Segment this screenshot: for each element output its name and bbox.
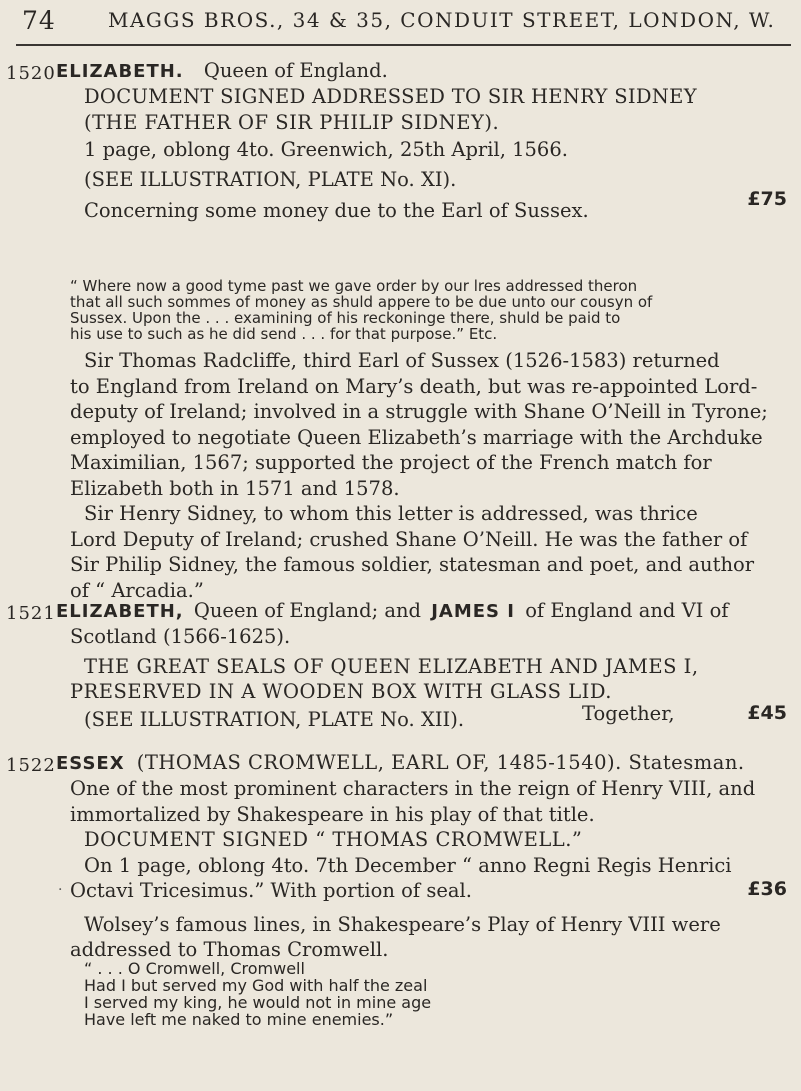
lot-number: 1520 — [6, 63, 56, 84]
description-line: DOCUMENT SIGNED “ THOMAS CROMWELL.” — [84, 828, 583, 851]
shakespeare-quote — [84, 960, 801, 1028]
note-line: Sir Philip Sidney, the famous soldier, statesman and poet, and author — [70, 553, 755, 576]
page-number: 74 — [22, 6, 56, 35]
quote-line: Had I but served my God with half the zeal — [84, 976, 428, 995]
entry-description — [84, 84, 801, 224]
description-line: addressed to Thomas Cromwell. — [70, 938, 389, 961]
price: £75 — [747, 188, 787, 210]
entry-body — [56, 58, 776, 85]
heading-rest: Queen of England. — [203, 59, 388, 82]
note-line: Sir Thomas Radcliffe, third Earl of Sussex (1526-1583) returned — [84, 349, 720, 372]
description-line: Scotland (1566-1625). — [70, 625, 291, 648]
description-line: PRESERVED IN A WOODEN BOX WITH GLASS LID. — [70, 680, 613, 703]
note-line: Maximilian, 1567; supported the project of the French match for — [70, 451, 712, 474]
note-line: Lord Deputy of Ireland; crushed Shane O’Neill. He was the father of — [70, 527, 748, 551]
description-line: (SEE ILLUSTRATION, PLATE No. XI). — [84, 167, 457, 191]
entry-body — [56, 598, 776, 625]
lot-number: 1522 — [6, 755, 56, 776]
price: £45 — [747, 702, 787, 724]
note-line: of “ Arcadia.” — [70, 578, 204, 602]
document-quote — [70, 278, 790, 342]
description-line: Octavi Tricesimus.” With portion of seal. — [70, 879, 472, 902]
description-line: 1 page, oblong 4to. Greenwich, 25th April, 1566. — [84, 138, 568, 161]
heading-name: ESSEX — [56, 753, 125, 774]
note-line: to England from Ireland on Mary’s death, but was re-appointed Lord- — [70, 374, 758, 398]
description-line: Wolsey’s famous lines, in Shakespeare’s Play of Henry VIII were — [84, 912, 721, 936]
description-line: THE GREAT SEALS OF QUEEN ELIZABETH AND JAMES I, — [84, 654, 699, 678]
quote-line: that all such sommes of money as shuld appere to be due unto our cousyn of — [70, 293, 653, 311]
description-line: Concerning some money due to the Earl of Sussex. — [84, 199, 589, 222]
header-rule — [16, 44, 791, 46]
heading-mid: Queen of England; and — [193, 599, 422, 622]
together-label: Together, — [582, 702, 675, 725]
description-line: immortalized by Shakespeare in his play of that title. — [70, 802, 595, 826]
entry-description — [70, 776, 790, 963]
description-line: (THE FATHER OF SIR PHILIP SIDNEY). — [84, 110, 500, 134]
lot-number: 1521 — [6, 603, 56, 624]
running-head: MAGGS BROS., 34 & 35, CONDUIT STREET, LONDON, W. — [108, 8, 776, 32]
description-line: DOCUMENT SIGNED ADDRESSED TO SIR HENRY SIDNEY — [84, 85, 697, 108]
price: £36 — [747, 878, 787, 900]
entry-body — [56, 750, 776, 777]
heading-rest: (THOMAS CROMWELL, EARL OF, 1485-1540). Statesman. — [136, 751, 745, 774]
biographical-notes — [70, 348, 790, 603]
entry-heading — [56, 750, 776, 777]
entry-heading — [56, 58, 776, 85]
note-line: Sir Henry Sidney, to whom this letter is addressed, was thrice — [84, 502, 698, 525]
description-line: One of the most prominent characters in the reign of Henry VIII, and — [70, 777, 756, 800]
quote-line: “ Where now a good tyme past we gave order by our lres addressed theron — [70, 277, 638, 295]
heading-name: ELIZABETH, — [56, 601, 184, 622]
page-header — [16, 4, 791, 44]
description-line: On 1 page, oblong 4to. 7th December “ anno Regni Regis Henrici — [84, 853, 732, 877]
quote-line: his use to such as he did send . . . for that purpose.” Etc. — [70, 325, 498, 343]
heading-name-2: JAMES I — [431, 601, 515, 622]
quote-line: I served my king, he would not in mine age — [84, 993, 432, 1012]
quote-line: “ . . . O Cromwell, Cromwell — [84, 959, 305, 978]
description-line: (SEE ILLUSTRATION, PLATE No. XII). — [84, 707, 465, 731]
note-line: deputy of Ireland; involved in a struggle with Shane O’Neill in Tyrone; — [70, 400, 768, 423]
note-line: employed to negotiate Queen Elizabeth’s marriage with the Archduke — [70, 425, 763, 449]
heading-name: ELIZABETH. — [56, 61, 184, 82]
entry-description — [70, 624, 790, 732]
entry-heading — [56, 598, 776, 625]
heading-rest: of England and VI of — [525, 599, 729, 622]
quote-line: Have left me naked to mine enemies.” — [84, 1010, 394, 1029]
quote-line: Sussex. Upon the . . . examining of his reckoninge there, shuld be paid to — [70, 309, 621, 327]
note-line: Elizabeth both in 1571 and 1578. — [70, 476, 400, 500]
margin-mark: . — [58, 878, 63, 894]
